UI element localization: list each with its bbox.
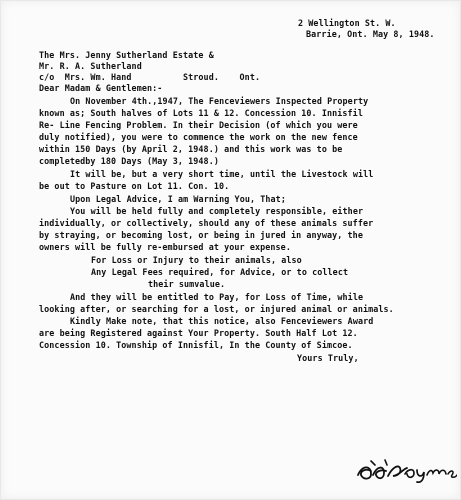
body-line: You will be held fully and completely responsible, either — [70, 206, 364, 216]
body-line: Re- Line Fencing Problem. In their Decision (of which you were — [39, 120, 358, 130]
body-line: are being Registered against Your Property. South Half Lot 12. — [39, 328, 358, 338]
sender-address-city-date: Barrie, Ont. May 8, 1948. — [306, 29, 435, 39]
body-line: by straying, or becoming lost, or being in jured in anyway, the — [39, 230, 363, 240]
recipient-line-1: The Mrs. Jenny Sutherland Estate & — [39, 50, 214, 60]
body-line: It will be, but a very short time, until the Livestock will — [70, 169, 374, 179]
body-line: their sumvalue. — [148, 279, 226, 289]
salutation: Dear Madam & Gentlemen:- — [39, 83, 163, 93]
body-line: Kindly Make note, that this notice, also Fenceviewers Award — [70, 316, 374, 326]
handwritten-signature — [353, 457, 457, 483]
body-line: Any Legal Fees required, for Advice, or to collect — [91, 267, 349, 277]
closing: Yours Truly, — [297, 353, 359, 363]
body-line: within 150 Days (by April 2, 1948.) and this work was to be — [39, 144, 343, 154]
body-line: be out to Pasture on Lot 11. Con. 10. — [39, 181, 230, 191]
body-line: looking after, or searching for a lost, or injured animal or animals. — [39, 304, 394, 314]
recipient-line-3: c/o Mrs. Wm. Hand Stroud. Ont. — [39, 72, 261, 82]
body-line: owners will be fully re-embursed at your expense. — [39, 242, 291, 252]
body-line: duly notified), you were to commence the work on the new fence — [39, 132, 358, 142]
body-line: And they will be entitled to Pay, for Loss of Time, while — [70, 292, 364, 302]
body-line: completedby 180 Days (May 3, 1948.) — [39, 156, 219, 166]
recipient-line-2: Mr. R. A. Sutherland — [39, 61, 142, 71]
body-line: individually, or collectively, should any of these animals suffer — [39, 218, 374, 228]
body-line: For Loss or Injury to their animals, also — [91, 255, 302, 265]
body-line: Upon Legal Advice, I am Warning You, That; — [70, 194, 286, 204]
sender-address-street: 2 Wellington St. W. — [298, 18, 396, 28]
body-line: known as; South halves of Lots 11 & 12. Concession 10. Innisfil — [39, 108, 363, 118]
body-line: On November 4th.,1947, The Fenceviewers Inspected Property — [70, 96, 369, 106]
body-line: Concession 10. Township of Innisfil, In the County of Simcoe. — [39, 340, 353, 350]
